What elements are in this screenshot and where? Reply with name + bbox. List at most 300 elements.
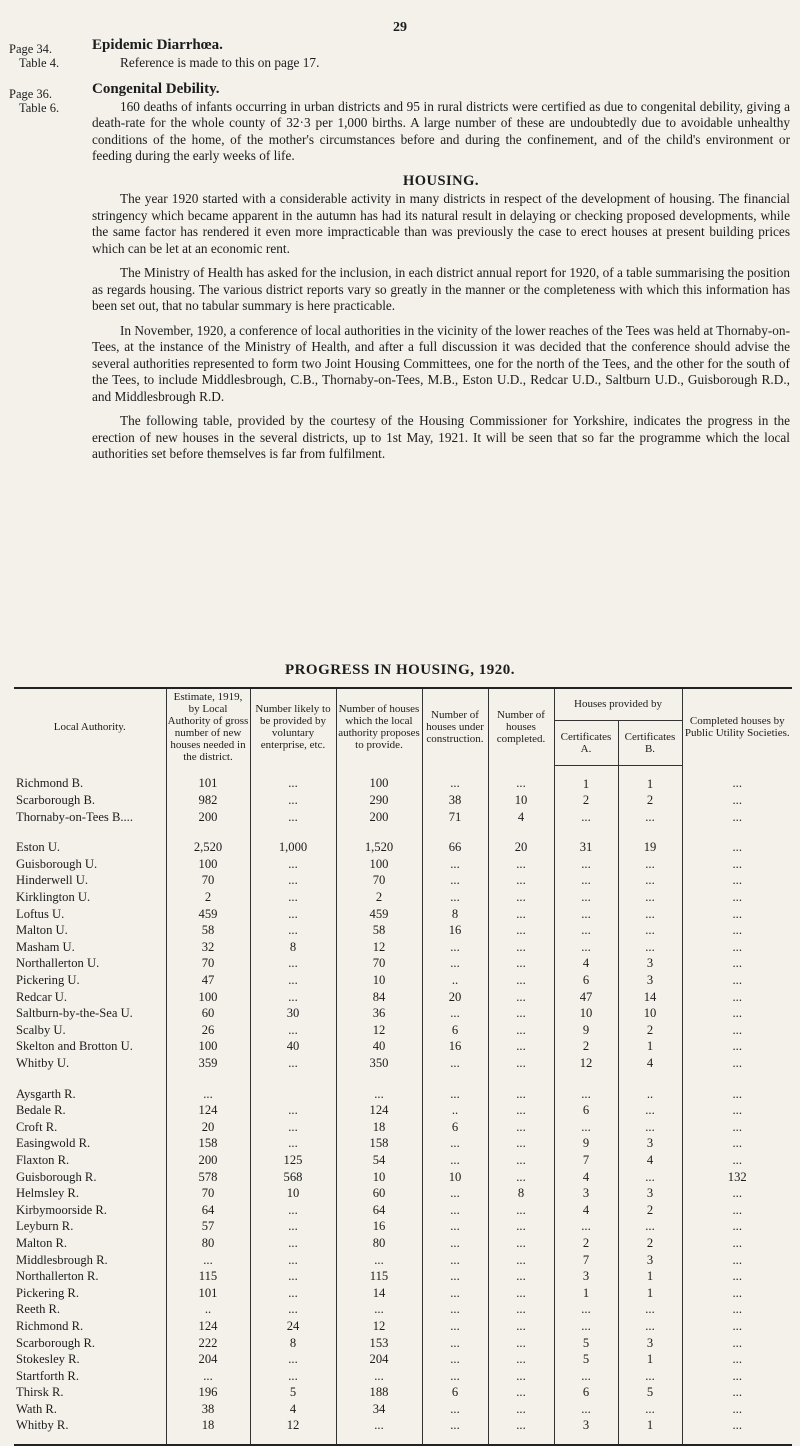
- table-row: [14, 1119, 792, 1136]
- cert-b-value: 3: [618, 1185, 682, 1202]
- table-row: [14, 906, 792, 923]
- utility-value: ...: [732, 1385, 742, 1400]
- proposes-value: ...: [336, 1301, 422, 1318]
- construction-value: 71: [422, 809, 488, 826]
- cert-b-value: 2: [618, 792, 682, 809]
- margin-page-label: Page 36.: [9, 87, 53, 101]
- table-row: [14, 1169, 792, 1186]
- table-row: [14, 1185, 792, 1202]
- estimate-value: 204: [166, 1351, 250, 1368]
- table-row: [14, 1268, 792, 1285]
- utility-value: ...: [732, 956, 742, 971]
- proposes-value: 124: [336, 1102, 422, 1119]
- authority-name: Eston U.: [14, 839, 166, 856]
- table-row: [14, 1335, 792, 1352]
- cert-a-value: ...: [554, 809, 618, 826]
- construction-value: 38: [422, 792, 488, 809]
- proposes-value: 204: [336, 1351, 422, 1368]
- proposes-value: 115: [336, 1268, 422, 1285]
- cert-b-value: 3: [618, 1335, 682, 1352]
- cert-a-value: 6: [554, 972, 618, 989]
- authority-name: Bedale R.: [14, 1102, 166, 1119]
- authority-name: Loftus U.: [14, 906, 166, 923]
- proposes-value: 80: [336, 1235, 422, 1252]
- spacer-cell: [554, 1072, 618, 1086]
- table-row: [14, 922, 792, 939]
- voluntary-value: ...: [250, 955, 336, 972]
- cert-b-value: ...: [618, 1169, 682, 1186]
- construction-value: ...: [422, 1417, 488, 1434]
- authority-name: Pickering R.: [14, 1285, 166, 1302]
- utility-value: ...: [732, 1056, 742, 1070]
- estimate-value: 222: [166, 1335, 250, 1352]
- utility-value: ...: [732, 873, 742, 888]
- table-row: [14, 1152, 792, 1169]
- proposes-value: 459: [336, 906, 422, 923]
- cert-a-value: 2: [554, 792, 618, 809]
- estimate-value: ...: [166, 1252, 250, 1269]
- cert-a-value: ...: [554, 906, 618, 923]
- cert-b-value: ...: [618, 1401, 682, 1418]
- utility-value: ...: [732, 973, 742, 988]
- spacer-cell: [14, 1072, 166, 1086]
- table-row: [14, 856, 792, 873]
- utility-value: ...: [732, 1252, 742, 1267]
- construction-value: ...: [422, 1202, 488, 1219]
- cert-b-value: 3: [618, 1252, 682, 1269]
- voluntary-value: ...: [250, 1235, 336, 1252]
- proposes-value: 10: [336, 972, 422, 989]
- authority-name: Richmond R.: [14, 1318, 166, 1335]
- table-row: [14, 939, 792, 956]
- utility-value: ...: [732, 1302, 742, 1317]
- housing-paragraph: In November, 1920, a conference of local authorities in the vicinity of the lower reaches of the Tees was held at Thornaby-on-Tees, at the instance of the Ministry of Health, and after a full discussion it was decided that the conference should advise the several authorities represented to form two Joint Housing Committees, one for the north of the Tees, and the other for the south of the Tees, to include Middlesbrough, C.B., Thornaby-on-Tees, M.B., Eston U.D., Redcar U.D., Saltburn U.D., Guisborough R.D., and Middlesbrough R.D.: [92, 322, 790, 404]
- voluntary-value: 12: [250, 1417, 336, 1434]
- proposes-value: 64: [336, 1202, 422, 1219]
- spacer-cell: [250, 825, 336, 839]
- estimate-value: 359: [166, 1055, 250, 1072]
- table-row: [14, 1235, 792, 1252]
- proposes-value: 12: [336, 1318, 422, 1335]
- completed-value: ...: [488, 1318, 554, 1335]
- group-spacer: [14, 825, 792, 839]
- table-row: [14, 1351, 792, 1368]
- authority-name: Pickering U.: [14, 972, 166, 989]
- authority-name: Scarborough B.: [14, 792, 166, 809]
- authority-name: Richmond B.: [14, 765, 166, 792]
- construction-value: ...: [422, 1335, 488, 1352]
- proposes-value: 2: [336, 889, 422, 906]
- completed-value: ...: [488, 922, 554, 939]
- utility-value: ...: [732, 1335, 742, 1350]
- cert-b-value: ...: [618, 1218, 682, 1235]
- utility-value: ...: [732, 1418, 742, 1433]
- estimate-value: 101: [166, 1285, 250, 1302]
- construction-value: ...: [422, 1218, 488, 1235]
- utility-value: ...: [732, 906, 742, 921]
- cert-a-value: ...: [554, 922, 618, 939]
- completed-value: ...: [488, 1086, 554, 1103]
- completed-value: ...: [488, 955, 554, 972]
- voluntary-value: ...: [250, 1285, 336, 1302]
- completed-value: ...: [488, 1368, 554, 1385]
- authority-name: Scarborough R.: [14, 1335, 166, 1352]
- voluntary-value: 40: [250, 1038, 336, 1055]
- proposes-value: 60: [336, 1185, 422, 1202]
- cert-b-value: ...: [618, 939, 682, 956]
- cert-b-value: ...: [618, 856, 682, 873]
- table-row: [14, 1202, 792, 1219]
- cert-a-value: 4: [554, 1202, 618, 1219]
- completed-value: ...: [488, 972, 554, 989]
- proposes-value: 40: [336, 1038, 422, 1055]
- voluntary-value: ...: [250, 1202, 336, 1219]
- authority-name: Northallerton R.: [14, 1268, 166, 1285]
- proposes-value: 1,520: [336, 839, 422, 856]
- authority-name: Easingwold R.: [14, 1135, 166, 1152]
- estimate-value: 100: [166, 1038, 250, 1055]
- voluntary-value: 10: [250, 1185, 336, 1202]
- spacer-cell: [14, 825, 166, 839]
- utility-value: ...: [732, 1202, 742, 1217]
- cert-b-value: 4: [618, 1152, 682, 1169]
- cert-a-value: ...: [554, 889, 618, 906]
- construction-value: ...: [422, 1152, 488, 1169]
- utility-value: ...: [732, 1119, 742, 1134]
- authority-name: Stokesley R.: [14, 1351, 166, 1368]
- estimate-value: 200: [166, 1152, 250, 1169]
- authority-name: Helmsley R.: [14, 1185, 166, 1202]
- voluntary-value: ...: [250, 906, 336, 923]
- voluntary-value: ...: [250, 792, 336, 809]
- construction-value: ...: [422, 955, 488, 972]
- authority-name: Thirsk R.: [14, 1384, 166, 1401]
- housing-heading: HOUSING.: [402, 172, 480, 189]
- proposes-value: 18: [336, 1119, 422, 1136]
- authority-name: Malton R.: [14, 1235, 166, 1252]
- voluntary-value: 24: [250, 1318, 336, 1335]
- estimate-value: 124: [166, 1318, 250, 1335]
- debility-heading: Congenital Debility.: [92, 80, 220, 97]
- construction-value: 6: [422, 1022, 488, 1039]
- construction-value: ...: [422, 1235, 488, 1252]
- table-row: [14, 1384, 792, 1401]
- authority-name: Flaxton R.: [14, 1152, 166, 1169]
- utility-value: ...: [732, 1368, 742, 1383]
- completed-value: ...: [488, 1038, 554, 1055]
- utility-value: ...: [732, 1103, 742, 1118]
- utility-value: ...: [732, 1186, 742, 1201]
- header-local-authority: Local Authority.: [14, 688, 166, 765]
- table-end-rule: [14, 1434, 792, 1445]
- spacer-cell: [250, 1072, 336, 1086]
- proposes-value: 158: [336, 1135, 422, 1152]
- table-row: [14, 1368, 792, 1385]
- cert-a-value: 10: [554, 1005, 618, 1022]
- estimate-value: 2,520: [166, 839, 250, 856]
- spacer-cell: [422, 825, 488, 839]
- completed-value: 4: [488, 809, 554, 826]
- completed-value: ...: [488, 1417, 554, 1434]
- debility-text: 160 deaths of infants occurring in urban districts and 95 in rural districts were certified as due to congenital debility, giving a death-rate for the whole county of 32·3 per 1,000 births. A large number of these are undoubtedly due to avoidable unhealthy conditions of the home, of the mother's circumstances before and during the confinement, and of the child's environment or feeding during the early weeks of life.: [92, 98, 790, 163]
- proposes-value: 10: [336, 1169, 422, 1186]
- construction-value: ...: [422, 1285, 488, 1302]
- estimate-value: 38: [166, 1401, 250, 1418]
- estimate-value: 578: [166, 1169, 250, 1186]
- cert-b-value: 2: [618, 1202, 682, 1219]
- authority-name: Guisborough U.: [14, 856, 166, 873]
- construction-value: ...: [422, 1318, 488, 1335]
- completed-value: ...: [488, 1005, 554, 1022]
- proposes-value: 200: [336, 809, 422, 826]
- construction-value: 16: [422, 1038, 488, 1055]
- estimate-value: 58: [166, 922, 250, 939]
- header-estimate: Estimate, 1919, by Local Authority of gross number of new houses needed in the district.: [166, 688, 250, 765]
- construction-value: ...: [422, 1185, 488, 1202]
- utility-value: ...: [732, 856, 742, 871]
- proposes-value: 100: [336, 856, 422, 873]
- cert-b-value: 2: [618, 1022, 682, 1039]
- cert-a-value: 9: [554, 1022, 618, 1039]
- table-body: [14, 765, 792, 1445]
- completed-value: 20: [488, 839, 554, 856]
- authority-name: Wath R.: [14, 1401, 166, 1418]
- cert-a-value: ...: [554, 1368, 618, 1385]
- cert-a-value: 4: [554, 1169, 618, 1186]
- proposes-value: 70: [336, 872, 422, 889]
- cert-a-value: 6: [554, 1102, 618, 1119]
- estimate-value: 459: [166, 906, 250, 923]
- construction-value: 10: [422, 1169, 488, 1186]
- voluntary-value: ...: [250, 1252, 336, 1269]
- cert-a-value: 12: [554, 1055, 618, 1072]
- proposes-value: 70: [336, 955, 422, 972]
- housing-paragraph: The year 1920 started with a considerable activity in many districts in respect of the development of housing. The financial stringency which became apparent in the autumn has had its natural result in delaying or checking proposed developments, while the same factor has rendered it even more impracticable than was previously the case to erect houses at present building prices which can be let at an economic rent.: [92, 191, 790, 256]
- proposes-value: ...: [336, 1086, 422, 1103]
- voluntary-value: ...: [250, 1351, 336, 1368]
- estimate-value: 47: [166, 972, 250, 989]
- cert-b-value: ...: [618, 1102, 682, 1119]
- completed-value: ...: [488, 1351, 554, 1368]
- completed-value: ...: [488, 856, 554, 873]
- header-proposes: Number of houses which the local authority proposes to provide.: [336, 688, 422, 765]
- voluntary-value: ...: [250, 1301, 336, 1318]
- end-cell: [422, 1434, 488, 1445]
- end-cell: [336, 1434, 422, 1445]
- voluntary-value: ...: [250, 989, 336, 1006]
- cert-b-value: ...: [618, 809, 682, 826]
- completed-value: ...: [488, 1252, 554, 1269]
- voluntary-value: ...: [250, 872, 336, 889]
- table-row: [14, 1086, 792, 1103]
- table-row: [14, 1285, 792, 1302]
- completed-value: ...: [488, 1285, 554, 1302]
- table-row: [14, 889, 792, 906]
- cert-a-value: 2: [554, 1235, 618, 1252]
- voluntary-value: ...: [250, 1055, 336, 1072]
- authority-name: Thornaby-on-Tees B....: [14, 809, 166, 826]
- utility-value: ...: [732, 1352, 742, 1367]
- construction-value: 6: [422, 1119, 488, 1136]
- authority-name: Masham U.: [14, 939, 166, 956]
- construction-value: ...: [422, 889, 488, 906]
- authority-name: Whitby R.: [14, 1417, 166, 1434]
- table-row: [14, 955, 792, 972]
- cert-b-value: 3: [618, 955, 682, 972]
- utility-value: ...: [732, 923, 742, 938]
- completed-value: ...: [488, 765, 554, 792]
- diarrhoea-text: Reference is made to this on page 17.: [120, 55, 320, 70]
- proposes-value: 16: [336, 1218, 422, 1235]
- header-voluntary: Number likely to be provided by voluntary enterprise, etc.: [250, 688, 336, 765]
- construction-value: 8: [422, 906, 488, 923]
- end-cell: [682, 1434, 792, 1445]
- estimate-value: 196: [166, 1384, 250, 1401]
- estimate-value: 70: [166, 872, 250, 889]
- construction-value: 20: [422, 989, 488, 1006]
- table-row: [14, 872, 792, 889]
- table-row: [14, 765, 792, 792]
- voluntary-value: ...: [250, 972, 336, 989]
- completed-value: ...: [488, 1202, 554, 1219]
- cert-b-value: 1: [618, 1038, 682, 1055]
- cert-b-value: 3: [618, 1135, 682, 1152]
- construction-value: ...: [422, 1401, 488, 1418]
- completed-value: ...: [488, 1384, 554, 1401]
- cert-b-value: 4: [618, 1055, 682, 1072]
- utility-value: ...: [732, 890, 742, 905]
- cert-a-value: ...: [554, 872, 618, 889]
- voluntary-value: ...: [250, 1102, 336, 1119]
- authority-name: Malton U.: [14, 922, 166, 939]
- spacer-cell: [336, 1072, 422, 1086]
- estimate-value: 32: [166, 939, 250, 956]
- voluntary-value: ...: [250, 922, 336, 939]
- cert-b-value: ...: [618, 1301, 682, 1318]
- proposes-value: 12: [336, 1022, 422, 1039]
- voluntary-value: 125: [250, 1152, 336, 1169]
- table-row: [14, 1022, 792, 1039]
- construction-value: ..: [422, 1102, 488, 1119]
- construction-value: ...: [422, 1086, 488, 1103]
- estimate-value: 2: [166, 889, 250, 906]
- cert-b-value: 19: [618, 839, 682, 856]
- proposes-value: 36: [336, 1005, 422, 1022]
- authority-name: Skelton and Brotton U.: [14, 1038, 166, 1055]
- header-certificates-b: Certificates B.: [618, 720, 682, 765]
- margin-ref-page-36: [9, 87, 59, 115]
- group-spacer: [14, 1072, 792, 1086]
- spacer-cell: [682, 825, 792, 839]
- estimate-value: 115: [166, 1268, 250, 1285]
- completed-value: ...: [488, 1022, 554, 1039]
- authority-name: Whitby U.: [14, 1055, 166, 1072]
- proposes-value: 34: [336, 1401, 422, 1418]
- end-cell: [14, 1434, 166, 1445]
- table-row: [14, 1055, 792, 1072]
- authority-name: Startforth R.: [14, 1368, 166, 1385]
- voluntary-value: 5: [250, 1384, 336, 1401]
- voluntary-value: ...: [250, 1135, 336, 1152]
- cert-a-value: 7: [554, 1252, 618, 1269]
- construction-value: ...: [422, 1252, 488, 1269]
- authority-name: Hinderwell U.: [14, 872, 166, 889]
- voluntary-value: ...: [250, 765, 336, 792]
- spacer-cell: [336, 825, 422, 839]
- construction-value: 6: [422, 1384, 488, 1401]
- authority-name: Kirklington U.: [14, 889, 166, 906]
- cert-a-value: 3: [554, 1417, 618, 1434]
- cert-a-value: 5: [554, 1335, 618, 1352]
- estimate-value: 70: [166, 955, 250, 972]
- proposes-value: 100: [336, 765, 422, 792]
- header-under-construction: Number of houses under construction.: [422, 688, 488, 765]
- proposes-value: 84: [336, 989, 422, 1006]
- voluntary-value: 568: [250, 1169, 336, 1186]
- proposes-value: 350: [336, 1055, 422, 1072]
- margin-table-label: Table 4.: [19, 56, 60, 70]
- utility-value: ...: [732, 776, 742, 791]
- estimate-value: 70: [166, 1185, 250, 1202]
- completed-value: ...: [488, 939, 554, 956]
- voluntary-value: ...: [250, 1218, 336, 1235]
- cert-a-value: ...: [554, 939, 618, 956]
- cert-b-value: 1: [618, 1417, 682, 1434]
- cert-b-value: 5: [618, 1384, 682, 1401]
- voluntary-value: 4: [250, 1401, 336, 1418]
- estimate-value: 60: [166, 1005, 250, 1022]
- construction-value: ...: [422, 1268, 488, 1285]
- authority-name: Guisborough R.: [14, 1169, 166, 1186]
- cert-b-value: ...: [618, 1119, 682, 1136]
- spacer-cell: [488, 825, 554, 839]
- cert-a-value: 1: [554, 1285, 618, 1302]
- voluntary-value: [250, 1086, 336, 1103]
- utility-value: ...: [732, 1219, 742, 1234]
- cert-b-value: 3: [618, 972, 682, 989]
- spacer-cell: [488, 1072, 554, 1086]
- header-certificates-a: Certificates A.: [554, 720, 618, 765]
- diarrhoea-heading: Epidemic Diarrhœa.: [92, 37, 223, 53]
- utility-value: ...: [732, 1022, 742, 1037]
- authority-name: Scalby U.: [14, 1022, 166, 1039]
- construction-value: ...: [422, 872, 488, 889]
- construction-value: ...: [422, 939, 488, 956]
- estimate-value: 80: [166, 1235, 250, 1252]
- cert-a-value: 7: [554, 1152, 618, 1169]
- voluntary-value: 8: [250, 1335, 336, 1352]
- completed-value: ...: [488, 872, 554, 889]
- spacer-cell: [682, 1072, 792, 1086]
- voluntary-value: ...: [250, 1119, 336, 1136]
- cert-a-value: 5: [554, 1351, 618, 1368]
- report-body: [92, 36, 790, 471]
- header-public-utility: Completed houses by Public Utility Societies.: [682, 688, 792, 765]
- margin-table-label: Table 6.: [19, 101, 60, 115]
- table-row: [14, 989, 792, 1006]
- table-row: [14, 1301, 792, 1318]
- authority-name: Saltburn-by-the-Sea U.: [14, 1005, 166, 1022]
- margin-ref-page-34: [9, 42, 59, 70]
- cert-b-value: ...: [618, 906, 682, 923]
- construction-value: ..: [422, 972, 488, 989]
- housing-paragraph: The Ministry of Health has asked for the inclusion, in each district annual report for 1920, of a table summarising the position as regards housing. The various district reports vary so greatly in the manner or the completeness with which this information has been set out, that no tabular summary is here practicable.: [92, 265, 790, 313]
- proposes-value: ...: [336, 1417, 422, 1434]
- cert-b-value: 1: [618, 765, 682, 792]
- utility-value: ...: [732, 1318, 742, 1333]
- table-row: [14, 1038, 792, 1055]
- cert-a-value: ...: [554, 1318, 618, 1335]
